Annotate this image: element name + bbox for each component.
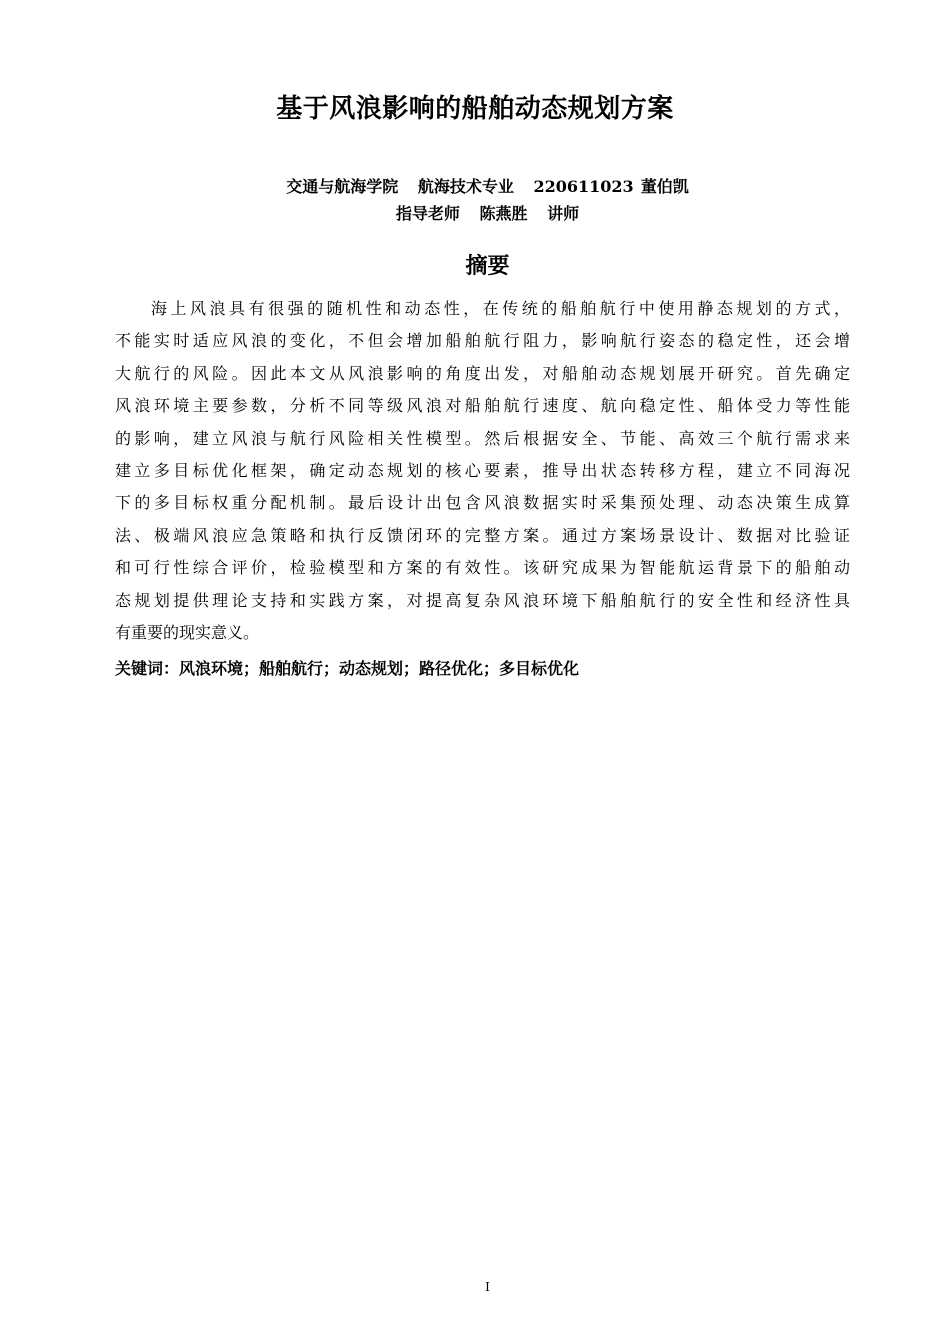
author-student-id: 220611023 [533,177,634,196]
page-number: I [485,1280,490,1294]
abstract-line: 海上风浪具有很强的随机性和动态性，在传统的船舶航行中使用静态规划的方式， [151,299,850,318]
advisor-label: 指导老师 [395,204,460,223]
abstract-body [115,293,850,649]
abstract-line: 法、极端风浪应急策略和执行反馈闭环的完整方案。通过方案场景设计、数据对比验证 [115,525,850,545]
keywords: 关键词：风浪环境；船舶航行；动态规划；路径优化；多目标优化 [115,659,580,678]
abstract-line: 和可行性综合评价，检验模型和方案的有效性。该研究成果为智能航运背景下的船舶动 [115,558,850,578]
abstract-line: 有重要的现实意义。 [115,623,260,643]
abstract-line: 下的多目标权重分配机制。最后设计出包含风浪数据实时采集预处理、动态决策生成算 [115,493,850,513]
advisor-line [0,201,950,224]
abstract-line: 的影响，建立风浪与航行风险相关性模型。然后根据安全、节能、高效三个航行需求来 [115,428,850,448]
author-college: 交通与航海学院 [286,177,399,196]
abstract-line: 风浪环境主要参数，分析不同等级风浪对船舶航行速度、航向稳定性、船体受力等性能 [115,396,850,416]
abstract-heading: 摘要 [465,254,510,279]
paper-title: 基于风浪影响的船舶动态规划方案 [276,94,674,124]
author-major: 航海技术专业 [417,177,514,196]
abstract-line: 建立多目标优化框架，确定动态规划的核心要素，推导出状态转移方程，建立不同海况 [115,461,850,481]
abstract-line: 大航行的风险。因此本文从风浪影响的角度出发，对船舶动态规划展开研究。首先确定 [115,363,850,383]
abstract-line: 态规划提供理论支持和实践方案，对提高复杂风浪环境下船舶航行的安全性和经济性具 [115,590,850,610]
advisor-name: 陈燕胜 [479,204,528,223]
author-name: 董伯凯 [640,177,689,196]
abstract-line: 不能实时适应风浪的变化，不但会增加船舶航行阻力，影响航行姿态的稳定性，还会增 [115,331,850,351]
advisor-rank: 讲师 [547,204,580,223]
author-line [0,174,950,197]
